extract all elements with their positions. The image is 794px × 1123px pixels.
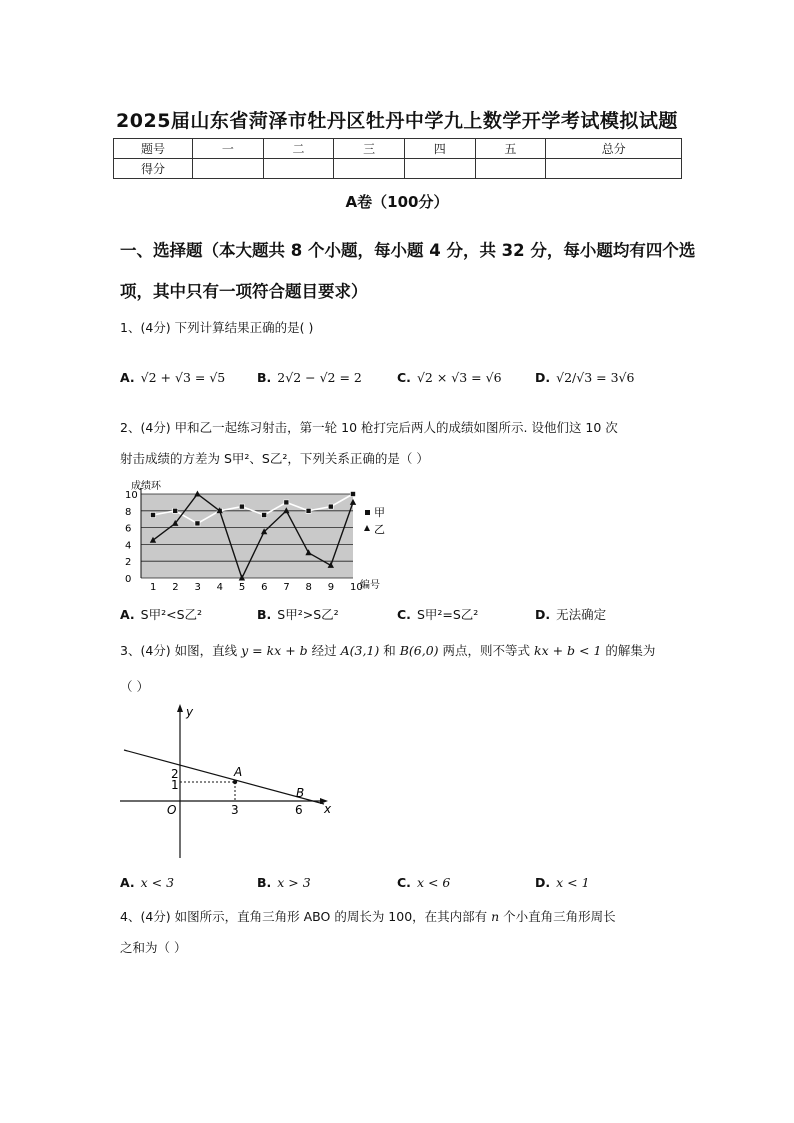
option-text: √2 + √3 = √5 — [140, 370, 226, 385]
score-cell: 题号 — [114, 139, 193, 159]
option-c[interactable] — [397, 605, 478, 623]
chart-x-label: 编号 — [360, 580, 380, 591]
y-axis-arrow — [177, 704, 183, 712]
variable-n: n — [491, 909, 500, 924]
option-label: B. — [257, 875, 272, 890]
data-point-甲 — [151, 513, 156, 518]
score-line-chart — [117, 478, 394, 594]
score-cell: 二 — [263, 139, 334, 159]
point-a-coord: A(3,1) — [340, 643, 380, 658]
question-text: 经过 — [307, 643, 341, 658]
option-text: S甲²=S乙² — [416, 607, 479, 622]
score-cell: 四 — [404, 139, 475, 159]
option-label: D. — [535, 607, 551, 622]
question-text: 如图，直线 — [174, 643, 242, 658]
legend-marker-yi — [364, 525, 370, 531]
chart-plot-background — [141, 494, 353, 578]
question-3 — [120, 641, 680, 695]
score-table-score-row — [114, 159, 682, 179]
question-text-line2: 射击成绩的方差为 S甲²、S乙²，下列关系正确的是（ ） — [120, 451, 429, 466]
question-1-options — [120, 370, 680, 400]
question-number: 2、(4分) — [120, 420, 175, 435]
option-label: D. — [535, 875, 551, 890]
data-point-甲 — [239, 504, 244, 509]
y-axis-label: y — [186, 705, 194, 719]
question-1 — [120, 318, 313, 336]
question-text-line2: 之和为（ ） — [120, 940, 187, 955]
question-number: 1、(4分) — [120, 320, 175, 335]
data-point-甲 — [351, 492, 356, 497]
score-input-cell[interactable] — [193, 159, 264, 179]
data-point-甲 — [284, 500, 289, 505]
section-1-heading: 一、选择题（本大题共 8 个小题，每小题 4 分，共 32 分，每小题均有四个选项，其中只有一项符合题目要求） — [120, 241, 696, 301]
option-d[interactable] — [535, 875, 590, 890]
question-number: 3、(4分) — [120, 643, 175, 658]
question-number: 4、(4分) — [120, 909, 175, 924]
origin-label: O — [167, 803, 177, 817]
option-label: C. — [397, 607, 411, 622]
question-text: 下列计算结果正确的是( ) — [174, 320, 314, 335]
score-cell: 五 — [475, 139, 546, 159]
option-d[interactable] — [535, 605, 606, 623]
tick-label-6: 6 — [295, 803, 303, 817]
chart-x-tick-label: 1 — [150, 582, 157, 593]
question-2 — [120, 418, 680, 467]
option-d[interactable] — [535, 370, 634, 385]
option-text: x > 3 — [277, 875, 311, 890]
option-label: B. — [257, 607, 272, 622]
question-3-options — [120, 875, 680, 897]
score-table — [113, 138, 682, 179]
chart-x-tick-label: 5 — [238, 582, 246, 593]
point-a-label: A — [234, 765, 243, 779]
score-input-cell[interactable] — [404, 159, 475, 179]
chart-x-tick-label: 2 — [172, 582, 179, 593]
option-a[interactable] — [120, 875, 174, 890]
question-4 — [120, 907, 680, 956]
line-y-kx-b — [124, 750, 324, 804]
point-b-coord: B(6,0) — [399, 643, 439, 658]
tick-label-3: 3 — [231, 803, 239, 817]
option-label: A. — [120, 370, 135, 385]
chart-title: 成绩环 — [131, 481, 161, 492]
chart-x-tick-label: 6 — [261, 582, 268, 593]
data-point-甲 — [306, 508, 311, 513]
option-label: A. — [120, 607, 135, 622]
tick-label-1: 1 — [171, 778, 179, 792]
question-text: 两点，则不等式 — [438, 643, 535, 658]
score-input-cell[interactable] — [263, 159, 334, 179]
option-text: √2/√3 = 3√6 — [556, 370, 635, 385]
score-cell: 一 — [193, 139, 264, 159]
option-text: 2√2 − √2 = 2 — [277, 370, 362, 385]
option-b[interactable] — [257, 875, 311, 890]
data-point-甲 — [262, 513, 267, 518]
data-point-甲 — [328, 504, 333, 509]
question-text-line1: 甲和乙一起练习射击，第一轮 10 枪打完后两人的成绩如图所示. 设他们这 10 次 — [174, 420, 618, 435]
option-c[interactable] — [397, 875, 450, 890]
score-input-cell[interactable] — [334, 159, 405, 179]
equation: y = kx + b — [241, 643, 308, 658]
chart-x-tick-label: 8 — [305, 582, 312, 593]
option-label: D. — [535, 370, 551, 385]
question-text: 的解集为 — [601, 643, 656, 658]
option-a[interactable] — [120, 370, 225, 385]
data-point-乙 — [194, 491, 200, 497]
x-axis-label: x — [324, 802, 332, 816]
option-text: x < 1 — [556, 875, 590, 890]
inequality: kx + b < 1 — [534, 643, 602, 658]
option-label: C. — [397, 370, 411, 385]
option-text: x < 6 — [416, 875, 451, 890]
chart-grid — [141, 488, 353, 578]
option-text: 无法确定 — [556, 607, 607, 622]
chart-y-tick-label: 4 — [125, 540, 132, 552]
chart-y-tick-label: 0 — [125, 574, 132, 585]
option-b[interactable] — [257, 605, 339, 623]
data-point-甲 — [195, 521, 200, 526]
option-text: √2 × √3 = √6 — [416, 370, 502, 385]
legend-label-jia: 甲 — [374, 506, 385, 519]
chart-x-tick-label: 7 — [283, 582, 290, 593]
tick-label-2: 2 — [171, 767, 179, 781]
option-c[interactable] — [397, 370, 502, 385]
chart-y-tick-label: 8 — [125, 506, 132, 518]
option-a[interactable] — [120, 605, 202, 623]
chart-y-tick-label: 10 — [125, 490, 138, 501]
option-label: A. — [120, 875, 135, 890]
score-cell: 三 — [334, 139, 405, 159]
legend-label-yi: 乙 — [374, 523, 385, 536]
chart-x-tick-label: 10 — [350, 582, 363, 593]
question-text: 如图所示，直角三角形 ABO 的周长为 100，在其内部有 — [174, 909, 492, 924]
option-text: S甲²<S乙² — [140, 607, 203, 622]
option-text: x < 3 — [140, 875, 175, 890]
chart-y-tick-label: 2 — [125, 557, 132, 569]
section-a-heading: A卷（100分） — [345, 193, 449, 211]
chart-x-tick-label: 9 — [327, 582, 335, 593]
point-a-dot — [233, 780, 237, 784]
question-text: 个小直角三角形周长 — [499, 909, 616, 924]
point-b-label: B — [296, 786, 305, 800]
chart-x-tick-label: 4 — [216, 582, 224, 593]
option-b[interactable] — [257, 370, 362, 385]
chart-y-tick-label: 6 — [125, 523, 132, 535]
score-cell: 总分 — [546, 139, 682, 159]
legend-marker-jia — [365, 510, 370, 515]
line-graph-figure — [118, 700, 338, 860]
page-title: 2025届山东省菏泽市牡丹区牡丹中学九上数学开学考试模拟试题 — [116, 110, 678, 132]
chart-x-tick-label: 3 — [194, 582, 201, 593]
option-label: B. — [257, 370, 272, 385]
answer-paren: （ ） — [120, 679, 149, 694]
question-2-options — [120, 605, 680, 627]
score-cell: 得分 — [114, 159, 193, 179]
option-label: C. — [397, 875, 411, 890]
option-text: S甲²>S乙² — [277, 607, 339, 622]
score-input-cell[interactable] — [546, 159, 682, 179]
question-text: 和 — [379, 643, 400, 658]
score-table-header-row — [114, 139, 682, 159]
data-point-甲 — [173, 508, 178, 513]
score-input-cell[interactable] — [475, 159, 546, 179]
